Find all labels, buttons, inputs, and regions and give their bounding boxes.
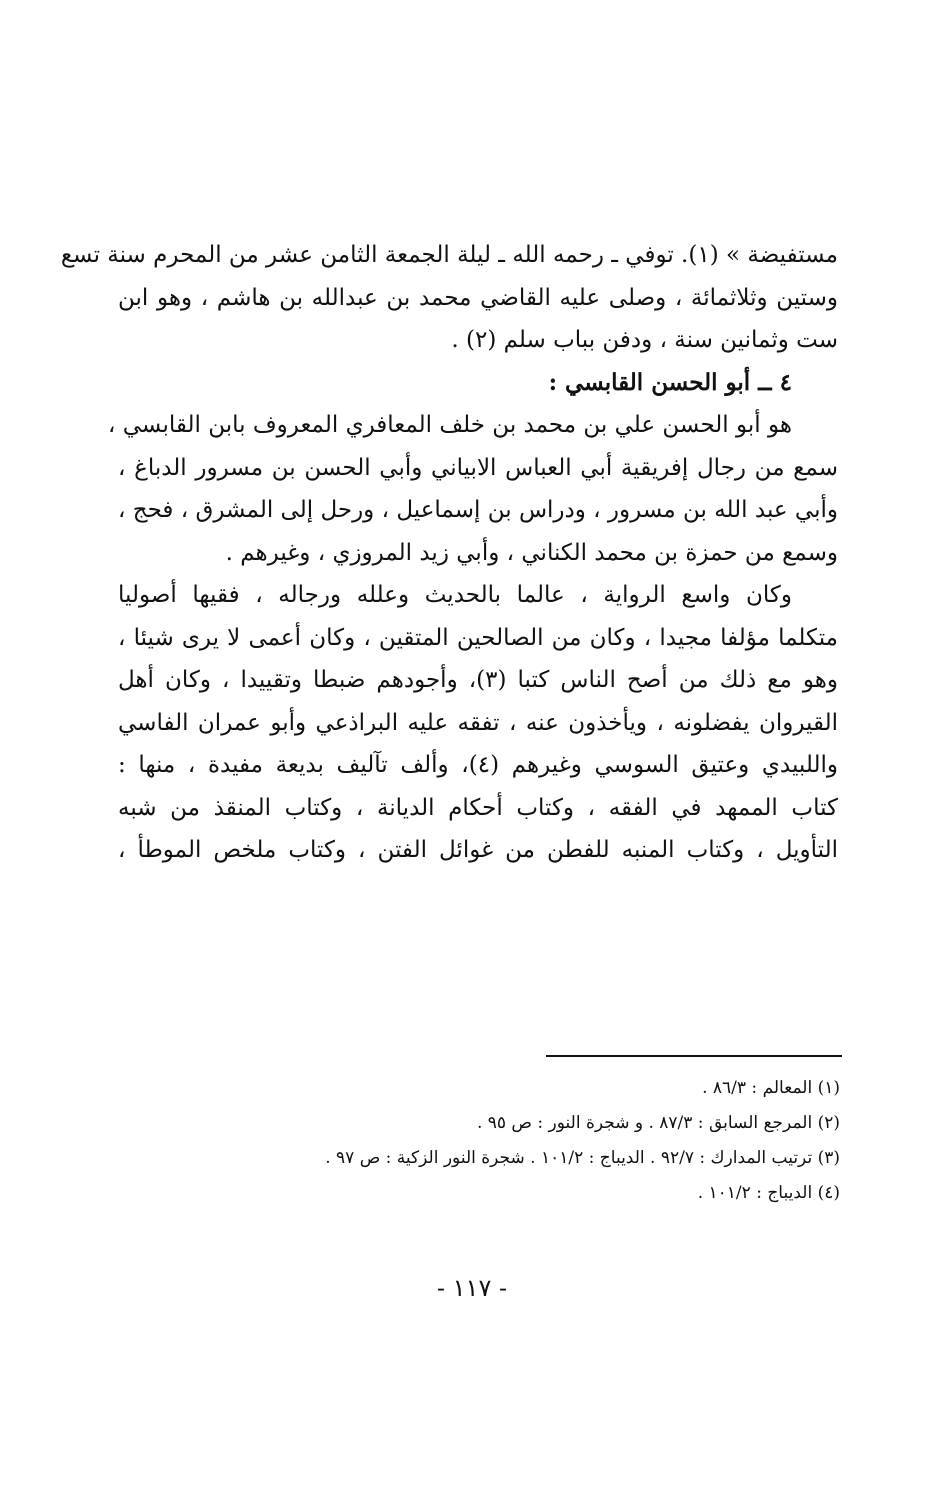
text-line: التأويل ، وكتاب المنبه للفطن من غوائل الفتن ، وكتاب ملخص الموطأ ، — [118, 837, 838, 863]
text-line: ست وثمانين سنة ، ودفن بباب سلم (٢) . — [451, 327, 838, 353]
text-line: كتاب الممهد في الفقه ، وكتاب أحكام الديانة ، وكتاب المنقذ من شبه — [118, 794, 838, 821]
text-line: وهو مع ذلك من أصح الناس كتبا (٣)، وأجودهم ضبطا وتقييدا ، وكان أهل — [118, 667, 839, 693]
footnote: (٣) ترتيب المدارك : ٩٢/٧ . الديباج : ١٠١/٢ . شجرة النور الزكية : ص ٩٧ . — [325, 1148, 840, 1168]
text-line: مستفيضة » (١). توفي ـ رحمه الله ـ ليلة الجمعة الثامن عشر من المحرم سنة تسع — [60, 242, 838, 268]
text-line: القيروان يفضلونه ، ويأخذون عنه ، تفقه عليه البراذعي وأبو عمران الفاسي — [118, 709, 838, 736]
text-line: وسمع من حمزة بن محمد الكناني ، وأبي زيد المروزي ، وغيرهم . — [225, 539, 838, 566]
main-text — [60, 234, 839, 872]
section-heading: ٤ ــ أبو الحسن القابسي : — [548, 368, 792, 396]
text-line: واللبيدي وعتيق السوسي وغيرهم (٤)، وألف تآليف بديعة مفيدة ، منها : — [118, 752, 838, 778]
page-number: - ١١٧ - — [436, 1274, 508, 1302]
footnote: (٢) المرجع السابق : ٨٧/٣ . و شجرة النور : ص ٩٥ . — [476, 1113, 840, 1133]
text-line: متكلما مؤلفا مجيدا ، وكان من الصالحين المتقين ، وكان أعمى لا يرى شيئا ، — [118, 624, 838, 651]
text-line: وأبي عبد الله بن مسرور ، ودراس بن إسماعيل ، ورحل إلى المشرق ، فحج ، — [118, 497, 838, 523]
text-line: وكان واسع الرواية ، عالما بالحديث وعلله ورجاله ، فقيها أصوليا — [118, 582, 792, 608]
footnotes — [140, 1071, 840, 1211]
footnote: (٤) الديباج : ١٠١/٢ . — [697, 1183, 840, 1203]
text-line: هو أبو الحسن علي بن محمد بن خلف المعافري المعروف بابن القابسي ، — [108, 412, 792, 438]
footnote-divider — [546, 1055, 842, 1057]
text-line: وستين وثلاثمائة ، وصلى عليه القاضي محمد بن عبدالله بن هاشم ، وهو ابن — [118, 284, 838, 311]
text-line: سمع من رجال إفريقية أبي العباس الابياني وأبي الحسن بن مسرور الدباغ ، — [118, 454, 838, 481]
footnote: (١) المعالم : ٨٦/٣ . — [702, 1078, 840, 1098]
